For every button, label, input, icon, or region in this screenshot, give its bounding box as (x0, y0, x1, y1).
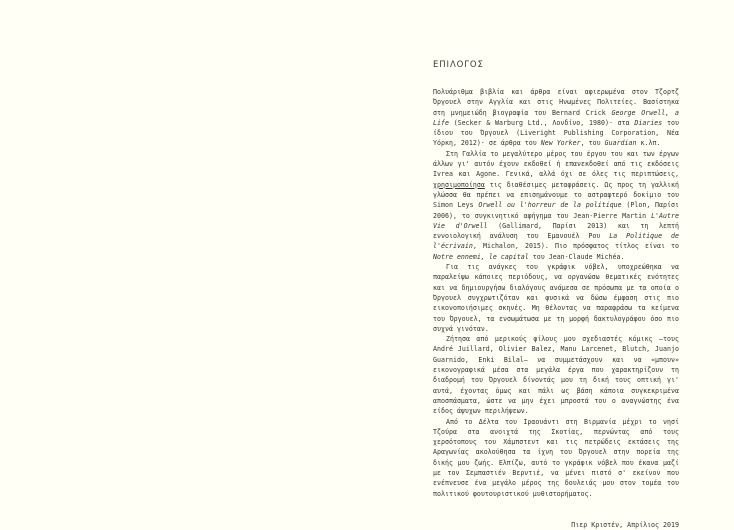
text-run: (Gallimard, Παρίσι 2013) και τη λεπτή εννοιολογική ανάλυση του Εμανουέλ Ρου (433, 221, 679, 241)
italic-title: Guardian (604, 139, 637, 148)
paragraph-3 (433, 262, 679, 334)
page-title: ΕΠΙΛΟΓΟΣ (433, 60, 484, 70)
italic-title: Notre ennemi, le capital (433, 252, 529, 261)
text-run: κ.λπ. (636, 139, 661, 148)
paragraph-4 (433, 334, 679, 416)
italic-title: Orwell ou l'horreur de la politique (478, 201, 622, 210)
text-run: , του (580, 139, 605, 148)
paragraph-5 (433, 417, 679, 499)
text-run: Πολυάριθμα βιβλία και άρθρα είναι αφιερωμένα στον Τζορτζ Όργουελ στην Αγγλία και στις Ηνωμένες Πολιτείες. Βασίστηκα στη μνημειώδη βιογραφία του Bernard Crick (433, 88, 679, 117)
text-run: Από το Δέλτα του Ιραουάντι στη Βιρμανία μέχρι το νησί Τζούρα στα ανοιχτά της Σκοτίας, περνώντας από τους χερσότοπους του Χάμπστεντ και τις πετρώδεις εκτάσεις της Αραγωνίας ακολούθησα τα ίχνη του Όργουελ στην πορεία της δικής μου ζωής. Ελπίζω, αυτό το γκράφικ νόβελ που έκανα μαζί με τον Σεμπαστιέν Βερντιέ, να μένει πιστό σ' εκείνον που ενέπνευσε ένα μεγάλο μέρος της δουλειάς μου στον τομέα του πολιτικού φουτουριστικού μυθιστορήματος. (433, 417, 679, 498)
paragraph-1 (433, 87, 679, 149)
text-run: του Jean-Claude Michéa. (528, 252, 625, 261)
text-run: Για τις ανάγκες του γκράφικ νόβελ, υποχρεώθηκα να παραλείψω κάποιες περιόδους, να οργανώσω θεματικές ενότητες και να δημιουργήσω διαλόγους ανάμεσα σε πρόσωπα με τα οποία ο Όργουελ συγχρωτιζόταν και φυσικά να δώσω έμφαση στις πιο εικονοποιήσιμες σκηνές. Μη θέλοντας να παραφράσω τα κείμενα του Όργουελ, τα ενσωμάτωσα με τη μορφή δακτυλογράφου όσο πιο συχνά γινόταν. (433, 263, 679, 333)
text-run: Ζήτησα από μερικούς φίλους μου σχεδιαστές κόμικς —τους André Juillard, Olivier Balez, Manu Larcenet, Blutch, Juanjo Guarnido, Enki Bilal— να συμμετάσχουν και να «μπουν» εικονογραφικά μέσα στα μεγάλα έργα που χαρακτηρίζουν τη διαδρομή του Όργουελ δίνοντάς μου τη δική τους οπτική γι' αυτά, έχοντας όμως και πάλι ως βάση κάποια συγκεκριμένα αποσπάσματα, ώστε να μην έχει μπροστά του ο αναγνώστης ένα είδος άψυχων περιλήψεων. (433, 335, 679, 416)
text-run: τις διαθέσιμες μεταφράσεις. Ως προς τη γαλλική γλώσσα θα πρέπει να επισημάνουμε το αστραφτερό δοκίμιο του Simon Leys (433, 180, 679, 210)
underlined-text: χρησιμοποίησα (433, 180, 485, 189)
paragraph-2 (433, 149, 679, 262)
text-run: του ίδιου του Όργουελ (Liveright Publishing Corporation, Νέα Υόρκη, 2012)· σε άρθρα του (433, 118, 679, 148)
italic-title: Diaries (634, 118, 663, 127)
text-run: , Michalon, 2015). Πιο πρόσφατος τίτλος είναι το (472, 242, 679, 251)
italic-title: New Yorker (540, 139, 581, 148)
text-run: (Plon, Παρίσι 2006), το συγκινητικό αφήγημα του Jean-Pierre Martin (433, 201, 679, 220)
author-signature: Πιερ Κριστέν, Απρίλιος 2019 (571, 520, 679, 529)
italic-title: La Politique de l'écrivain (433, 232, 679, 251)
italic-title: George Orwell, a Life (433, 108, 679, 127)
text-run: Στη Γαλλία το μεγαλύτερο μέρος του έργου του και των έργων άλλων γι' αυτόν έχουν εκδοθεί ή επανεκδοθεί από τις εκδόσεις Ivrea και Agone. Γενικά, αλλά όχι σε όλες τις περιπτώσεις, (433, 149, 679, 179)
italic-title: L'Autre Vie d'Orwell (433, 211, 679, 230)
text-column (433, 60, 679, 530)
text-run: (Secker & Warburg Ltd., Λονδίνο, 1980)· στα (448, 118, 635, 127)
